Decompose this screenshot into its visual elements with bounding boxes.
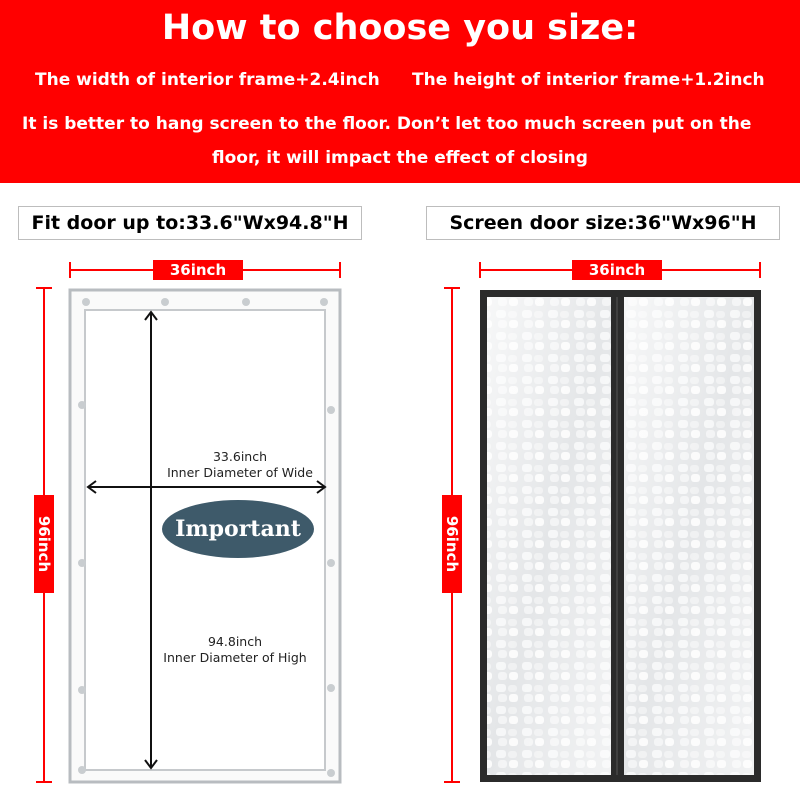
fit-door-label: Fit door up to:33.6"Wx94.8"H <box>18 206 362 240</box>
banner-title: How to choose you size: <box>161 8 639 48</box>
inner-height-measurement <box>145 634 325 666</box>
inner-width-caption: Inner Diameter of Wide <box>167 465 313 480</box>
inner-width-value: 33.6inch <box>212 449 268 464</box>
important-badge: Important <box>162 500 314 558</box>
left-height-tag-text: 96inch <box>35 515 54 573</box>
left-width-tag: 36inch <box>153 260 243 280</box>
right-height-tag-text: 96inch <box>443 515 462 573</box>
inner-width-measurement <box>150 449 330 481</box>
screen-door-size-label: Screen door size:36"Wx96"H <box>426 206 780 240</box>
right-screen-door <box>480 290 761 782</box>
hanging-tip-line2: floor, it will impact the effect of closing <box>212 148 588 168</box>
height-instruction: The height of interior frame+1.2inch <box>412 70 765 90</box>
inner-height-value: 94.8inch <box>207 634 263 649</box>
right-height-tag <box>442 495 462 593</box>
left-height-tag <box>34 495 54 593</box>
hanging-tip-line1: It is better to hang screen to the floor. Don’t let too much screen put on the <box>22 114 752 134</box>
width-instruction: The width of interior frame+2.4inch <box>35 70 380 90</box>
inner-height-caption: Inner Diameter of High <box>163 650 307 665</box>
right-width-tag: 36inch <box>572 260 662 280</box>
